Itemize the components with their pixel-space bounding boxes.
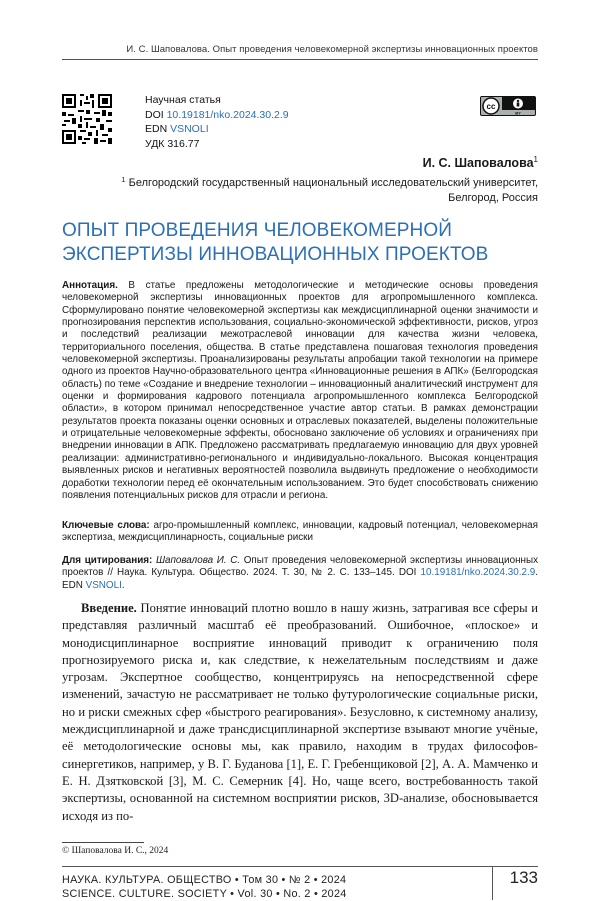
citation-text: Опыт проведения человекомерной экспертизы инновационных проектов // Наука. Культура. Общество. 2024. Т. 30, № 2. С. 133–145. DOI	[62, 555, 539, 579]
citation-edn-link[interactable]: VSNOLI	[85, 579, 122, 591]
abstract-text: В статье предложены методологические и методические основы проведения человекомерной экспертизы инновационных проектов для агропромышленного комплекса. Сформулировано понятие человекомерной экспертизы как междисциплинарной оценки значимости и прогнозирования перспектив использования, социально-экономической эффективности, рисков, угроз и последствий реализации межотраслевой инновации для качества жизни человека, территориального поселения, общества. В статье представлена пошаговая технология проведения человекомерной экспертизы. Проанализированы результаты апробации такой технологии на примере одного из проектов Научно-образовательного центра «Инновационные решения в АПК» (Белгородская область) по теме «Создание и внедрение технологии – инновационный аналитический инструмент для оценки и формирования кадрового потенциала агропромышленного комплекса Белгородской области», в котором принимал непосредственное участие автор статьи. В рамках демонстрации результатов проекта показаны оценки основных и отраслевых показателей, выделены положительные и отрицательные человекомерные эффекты, обосновано заключение об условиях и ограничениях при внедрении инновации в АПК. Предложено рассматривать предлагаемую инновацию для двух уровней реализации: административно-регионального и индивидуально-локального. Высокая концентрация выявленных рисков и негативных вероятностей позволила выдвинуть предложение о необходимости доработки технологии перед её окончательным использованием. Это будет способствовать снижению появления потенциальных рисков для отрасли и региона.	[62, 280, 538, 501]
doi-link[interactable]: 10.19181/nko.2024.30.2.9	[166, 108, 289, 121]
edn-label: EDN	[145, 123, 168, 136]
abstract	[62, 280, 538, 502]
section-lead: Введение.	[81, 601, 137, 615]
footer-rule	[62, 866, 538, 867]
edn-line	[145, 122, 289, 137]
body-paragraph: Понятие инноваций плотно вошло в нашу жизнь, затрагивая все сферы и представляя различный масштаб её преобразований. Ошибочное, «плоское» и монодисциплинарное восприятие инноваций приводит к ограничению поля прогнозируемого риска и, как следствие, к нежелательным последствиям и даже угрозам. Экспертное сообщество, концентрируясь на непосредственной сфере изменений, зачастую не рассматривает не только футурологические социальные риски, но и риски смежных сфер «быстрого реагирования». Безусловно, к системному анализу, междисциплинарной и даже трансдисциплинарной экспертизе взывают многие учёные, её методологические основы мы, как правило, находим в трудах философов-синергетиков, например, у В. Г. Буданова [1], Е. Г. Гребенщиковой [2], А. А. Мамченко и Е. Н. Дзятковской [3], М. С. Семерник [4]. Но, чаще всего, востребованность такой экспертизы, основанной на системном восприятии рисков, 3D-анализе, обосновывается исходя из по-	[62, 601, 538, 823]
body-introduction	[62, 600, 538, 825]
citation-doi-link[interactable]: 10.19181/nko.2024.30.2.9	[420, 567, 536, 579]
author-name: И. С. Шаповалова$^1$	[422, 155, 538, 170]
article-meta	[145, 93, 289, 151]
abstract-label: Аннотация.	[62, 280, 118, 291]
article-type: Научная статья	[145, 94, 221, 106]
journal-name-ru: НАУКА. КУЛЬТУРА. ОБЩЕСТВО • Том 30 • № 2 • 2024	[62, 874, 347, 886]
footer-divider	[492, 866, 493, 900]
author-block	[121, 152, 538, 205]
edn-link[interactable]: VSNOLI	[170, 123, 209, 136]
svg-text:BY: BY	[515, 110, 521, 116]
keywords-text: агро-промышленный комплекс, инновации, кадровый потенциал, человекомерная экспертиза, междисциплинарность, социальные риски	[62, 520, 538, 544]
qr-code-icon	[62, 94, 112, 144]
affiliation-sup: 1	[121, 175, 126, 184]
citation-author: Шаповалова И. С.	[155, 555, 241, 566]
copyright-rule	[62, 842, 144, 843]
citation-label: Для цитирования:	[62, 555, 153, 566]
article-title: ОПЫТ ПРОВЕДЕНИЯ ЧЕЛОВЕКОМЕРНОЙ ЭКСПЕРТИЗЫ ИННОВАЦИОННЫХ ПРОЕКТОВ	[62, 220, 489, 265]
udc: УДК 316.77	[145, 137, 200, 150]
doi-label: DOI	[145, 108, 164, 121]
citation-end: .	[121, 579, 125, 591]
keywords-label: Ключевые слова:	[62, 520, 150, 531]
citation	[62, 555, 538, 592]
svg-text:cc: cc	[486, 102, 496, 111]
doi-line	[145, 108, 289, 123]
copyright: © Шаповалова И. С., 2024	[62, 846, 169, 856]
running-head: И. С. Шаповалова. Опыт проведения человекомерной экспертизы инновационных проектов	[62, 44, 538, 60]
author-sup: 1	[533, 155, 538, 164]
page-number: 133	[509, 868, 538, 887]
author-affiliation: $^1$ Белгородский государственный национальный исследовательский университет, Белгород, Россия	[121, 175, 538, 204]
journal-footer	[62, 873, 347, 901]
cc-by-icon	[480, 96, 536, 116]
citation-edn-label: . EDN	[62, 567, 538, 591]
journal-name-en: SCIENCE. CULTURE. SOCIETY • Vol. 30 • No. 2 • 2024	[62, 888, 347, 900]
keywords	[62, 520, 538, 545]
